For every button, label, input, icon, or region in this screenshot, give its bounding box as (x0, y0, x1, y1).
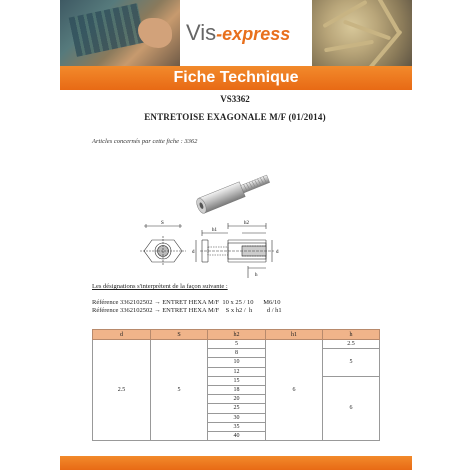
cell-h2: 35 (208, 422, 266, 431)
cell-d: 2.5 (93, 340, 151, 441)
cell-h2: 20 (208, 395, 266, 404)
designation-example-1: Référence 3362102502 → ENTRET HEXA M/F 10 x 25 / 10 M6/10 (92, 299, 281, 306)
reference-code: VS3362 (220, 94, 250, 104)
cell-h2: 25 (208, 404, 266, 413)
cell-h2: 18 (208, 385, 266, 394)
table-header-row (93, 330, 380, 340)
banner-title: Fiche Technique (173, 69, 299, 86)
technical-drawing (140, 218, 340, 284)
specifications-table (92, 329, 380, 441)
label-h: h (255, 273, 258, 278)
cell-h1: 6 (266, 340, 323, 441)
label-d-right: d (276, 250, 279, 255)
label-h1: h1 (212, 228, 217, 233)
header-h: h (323, 330, 380, 340)
cell-h: 2.5 (323, 340, 380, 349)
footer-bar (60, 456, 412, 470)
header-h2: h2 (208, 330, 266, 340)
screws-photo (312, 0, 412, 66)
cell-h: 5 (323, 349, 380, 377)
cell-h2: 10 (208, 358, 266, 367)
cell-h: 6 (323, 376, 380, 440)
cell-h2: 30 (208, 413, 266, 422)
designations-title: Les désignations s'interprètent de la façon suivante : (92, 283, 228, 290)
fiche-technique-banner (60, 66, 412, 90)
vis-express-logo: Vis-express (186, 20, 291, 45)
cell-h2: 40 (208, 431, 266, 440)
header-d: d (93, 330, 151, 340)
label-s: S (161, 221, 164, 226)
header-h1: h1 (266, 330, 323, 340)
label-d-left: d (192, 250, 195, 255)
header-s: S (151, 330, 208, 340)
table-row (93, 340, 380, 349)
cell-s: 5 (151, 340, 208, 441)
cell-h2: 15 (208, 376, 266, 385)
header (0, 0, 470, 66)
cell-h2: 5 (208, 340, 266, 349)
document-title: ENTRETOISE EXAGONALE M/F (01/2014) (144, 112, 326, 122)
electronics-photo (60, 0, 180, 66)
label-h2: h2 (244, 221, 249, 226)
designation-example-2: Référence 3362102502 → ENTRET HEXA M/F S x h2 / h d / h1 (92, 307, 282, 314)
articles-concerned: Articles concernés par cette fiche : 3362 (92, 138, 198, 145)
cell-h2: 12 (208, 367, 266, 376)
standoff-product-image (180, 160, 290, 215)
cell-h2: 8 (208, 349, 266, 358)
